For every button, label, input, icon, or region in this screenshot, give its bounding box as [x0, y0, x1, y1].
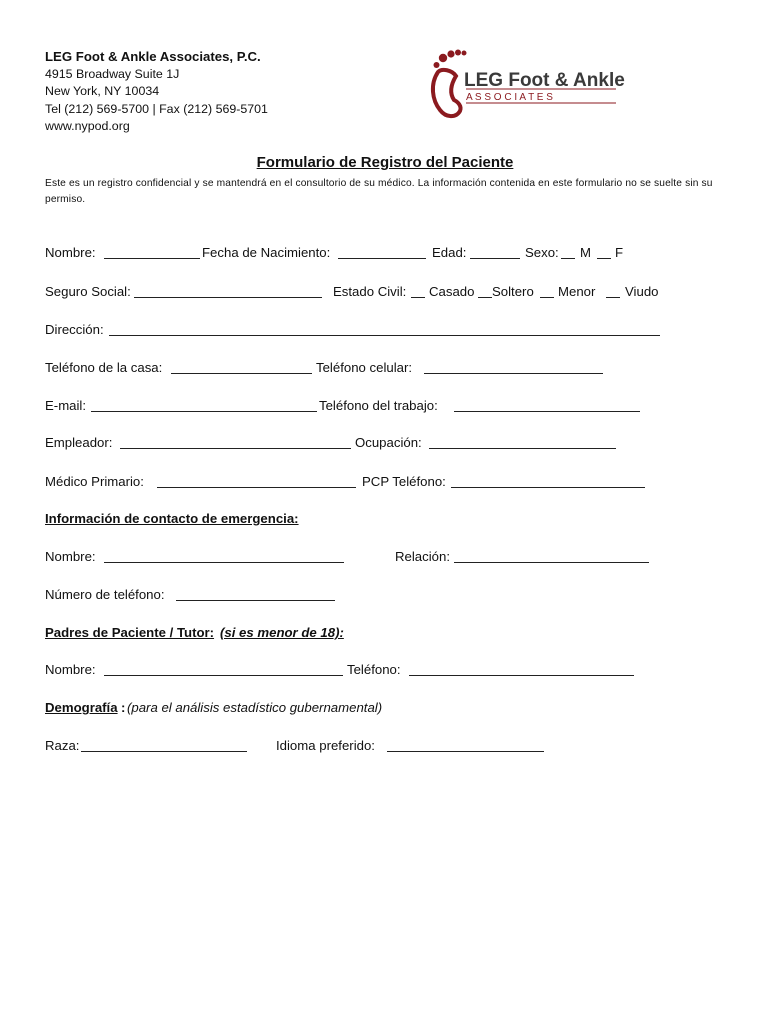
row-padres	[45, 662, 745, 682]
row-demografia	[45, 738, 745, 758]
nombre-label: Nombre:	[45, 245, 96, 260]
sexo-f-label: F	[615, 245, 624, 260]
soltero-label: Soltero	[492, 284, 534, 299]
empleador-label: Empleador:	[45, 435, 113, 450]
company-name: LEG Foot & Ankle Associates, P.C.	[45, 49, 261, 64]
edad-label: Edad:	[432, 245, 467, 260]
tel-casa-label: Teléfono de la casa:	[45, 360, 163, 375]
ocupacion-label: Ocupación:	[355, 435, 422, 450]
logo-sub-text: A S S O C I A T E S	[466, 92, 553, 103]
sexo-label: Sexo:	[525, 245, 559, 260]
form-title: Formulario de Registro del Paciente	[256, 154, 514, 171]
phone-fax: Tel (212) 569-5700 | Fax (212) 569-5701	[45, 101, 268, 116]
menor-label: Menor	[558, 284, 596, 299]
padres-tel-label: Teléfono:	[347, 662, 401, 677]
row-email	[45, 398, 745, 418]
row-emergencia-numero	[45, 587, 745, 607]
row-emergencia-heading	[45, 511, 745, 531]
sexo-m-label: M	[580, 245, 591, 260]
leg-foot-ankle-logo	[428, 48, 628, 124]
tel-trabajo-label: Teléfono del trabajo:	[319, 398, 438, 413]
emergencia-heading: Información de contacto de emergencia:	[45, 511, 299, 526]
email-label: E-mail:	[45, 398, 87, 413]
row-emergencia-nombre	[45, 549, 745, 569]
seguro-label: Seguro Social:	[45, 284, 131, 299]
tel-celular-label: Teléfono celular:	[316, 360, 413, 375]
row-demografia-heading	[45, 700, 745, 720]
address-line-2: New York, NY 10034	[45, 84, 160, 99]
intro-text: Este es un registro confidencial y se mantendrá en el consultorio de su médico. La información contenida en este formulario no se suelte sin su permiso.	[45, 178, 713, 205]
nombre-field[interactable]	[104, 245, 200, 259]
row-empleo	[45, 435, 745, 455]
padres-nombre-label: Nombre:	[45, 662, 96, 677]
pcp-label: PCP Teléfono:	[362, 474, 446, 489]
practice-info	[45, 48, 268, 136]
idioma-label: Idioma preferido:	[276, 738, 375, 753]
row-medico	[45, 474, 745, 494]
raza-label: Raza:	[45, 738, 80, 753]
demografia-heading: Demografía	[45, 700, 118, 715]
demografia-colon: :	[121, 700, 126, 715]
viudo-label: Viudo	[625, 284, 659, 299]
row-padres-heading	[45, 625, 745, 645]
fecha-label: Fecha de Nacimiento:	[202, 245, 331, 260]
address-line-1: 4915 Broadway Suite 1J	[45, 66, 180, 81]
direccion-label: Dirección:	[45, 322, 104, 337]
logo-main-text: LEG Foot & Ankle	[464, 70, 625, 91]
casado-label: Casado	[429, 284, 475, 299]
row-telefonos	[45, 360, 745, 380]
row-social	[45, 284, 745, 304]
numero-label: Número de teléfono:	[45, 587, 165, 602]
padres-note: (si es menor de 18):	[220, 625, 344, 640]
relacion-label: Relación:	[395, 549, 450, 564]
em-nombre-label: Nombre:	[45, 549, 96, 564]
padres-heading: Padres de Paciente / Tutor:	[45, 625, 215, 640]
estado-label: Estado Civil:	[333, 284, 407, 299]
website: www.nypod.org	[45, 119, 130, 134]
demografia-note: (para el análisis estadístico gubernamental)	[127, 700, 383, 715]
row-direccion	[45, 322, 745, 342]
row-personal	[45, 245, 745, 265]
medico-label: Médico Primario:	[45, 474, 144, 489]
